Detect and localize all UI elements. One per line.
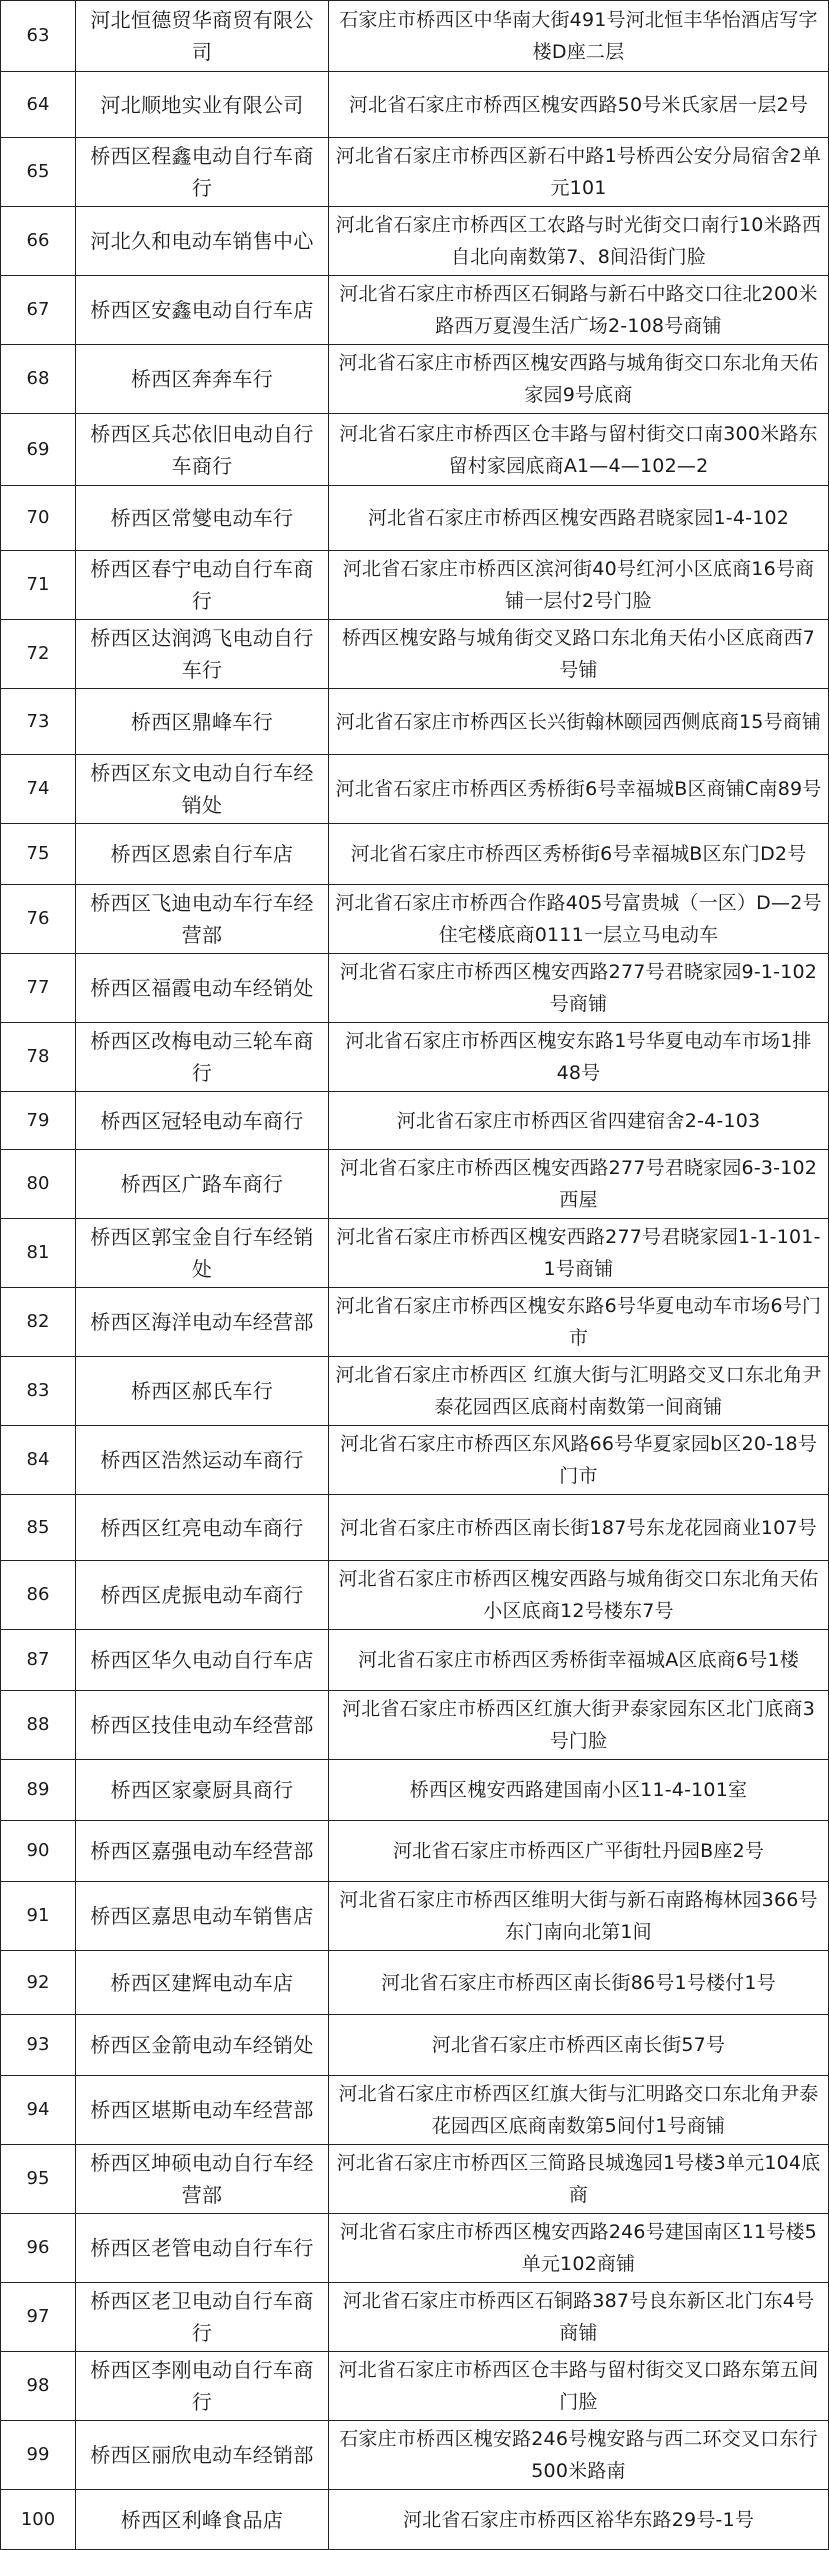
merchant-address: 河北省石家庄市桥西区槐安西路君晓家园1-4-102: [329, 486, 829, 551]
row-number: 73: [1, 689, 76, 755]
merchant-name: 桥西区鼎峰车行: [76, 689, 329, 755]
merchant-name: 河北久和电动车销售中心: [76, 207, 329, 276]
merchant-address: 河北省石家庄市桥西区裕华东路29号-1号: [329, 2490, 829, 2550]
row-number: 78: [1, 1023, 76, 1092]
table-row: [1, 2145, 829, 2214]
merchant-address: 河北省石家庄市桥西区槐安西路277号君晓家园9-1-102号商铺: [329, 954, 829, 1023]
merchant-address: 河北省石家庄市桥西区槐安西路50号米氏家居一层2号: [329, 72, 829, 138]
merchant-name: 桥西区福霞电动车经销处: [76, 954, 329, 1023]
row-number: 82: [1, 1288, 76, 1357]
row-number: 67: [1, 276, 76, 345]
merchant-name: 桥西区老卫电动自行车商行: [76, 2283, 329, 2352]
table-row: [1, 2076, 829, 2145]
row-number: 87: [1, 1630, 76, 1691]
row-number: 88: [1, 1691, 76, 1760]
merchant-address: 河北省石家庄市桥西区省四建宿舍2-4-103: [329, 1092, 829, 1150]
merchant-address: 河北省石家庄市桥西区秀桥街6号幸福城B区商铺C南89号: [329, 755, 829, 824]
merchant-address: 河北省石家庄市桥西区秀桥街6号幸福城B区东门D2号: [329, 824, 829, 885]
table-row: [1, 954, 829, 1023]
merchant-name: 桥西区郭宝金自行车经销处: [76, 1219, 329, 1288]
merchant-name: 桥西区华久电动自行车店: [76, 1630, 329, 1691]
merchant-name: 桥西区达润鸿飞电动自行车行: [76, 620, 329, 689]
merchant-name: 桥西区奔奔车行: [76, 345, 329, 414]
merchant-address: 河北省石家庄市桥西区 红旗大街与汇明路交叉口东北角尹泰花园西区底商村南数第一间商铺: [329, 1357, 829, 1426]
merchant-address: 石家庄市桥西区中华南大街491号河北恒丰华怡酒店写字楼D座二层: [329, 1, 829, 72]
merchant-name: 桥西区红亮电动车商行: [76, 1495, 329, 1561]
row-number: 89: [1, 1760, 76, 1821]
merchant-address: 河北省石家庄市桥西区东风路66号华夏家园b区20-18号门市: [329, 1426, 829, 1495]
merchant-name: 桥西区嘉思电动车销售店: [76, 1882, 329, 1951]
table-row: [1, 1821, 829, 1882]
merchant-name: 桥西区堪斯电动车经营部: [76, 2076, 329, 2145]
row-number: 92: [1, 1951, 76, 2015]
merchant-name: 桥西区安鑫电动自行车店: [76, 276, 329, 345]
table-row: [1, 1219, 829, 1288]
merchant-name: 桥西区虎振电动车商行: [76, 1561, 329, 1630]
merchant-address: 石家庄市桥西区槐安路246号槐安路与西二环交叉口东行500米路南: [329, 2421, 829, 2490]
merchant-name: 桥西区飞迪电动车行车经营部: [76, 885, 329, 954]
merchant-name: 桥西区郝氏车行: [76, 1357, 329, 1426]
merchant-name: 桥西区浩然运动车商行: [76, 1426, 329, 1495]
table-row: [1, 2283, 829, 2352]
merchant-name: 桥西区建辉电动车店: [76, 1951, 329, 2015]
merchant-address: 河北省石家庄市桥西区三简路艮城逸园1号楼3单元104底商: [329, 2145, 829, 2214]
row-number: 96: [1, 2214, 76, 2283]
merchant-address: 河北省石家庄市桥西区广平街牡丹园B座2号: [329, 1821, 829, 1882]
merchant-address: 河北省石家庄市桥西区南长街187号东龙花园商业107号: [329, 1495, 829, 1561]
merchant-name: 桥西区丽欣电动车经销部: [76, 2421, 329, 2490]
table-row: [1, 1357, 829, 1426]
row-number: 98: [1, 2352, 76, 2421]
table-row: [1, 207, 829, 276]
merchant-address: 河北省石家庄市桥西区槐安西路277号君晓家园1-1-101-1号商铺: [329, 1219, 829, 1288]
merchant-name: 桥西区家豪厨具商行: [76, 1760, 329, 1821]
merchant-address: 河北省石家庄市桥西区长兴街翰林颐园西侧底商15号商铺: [329, 689, 829, 755]
merchant-name: 桥西区技佳电动车经营部: [76, 1691, 329, 1760]
merchant-address: 河北省石家庄市桥西区槐安西路与城角街交口东北角天佑小区底商12号楼东7号: [329, 1561, 829, 1630]
table-row: [1, 2421, 829, 2490]
merchant-address: 河北省石家庄市桥西区槐安西路246号建国南区11号楼5单元102商铺: [329, 2214, 829, 2283]
row-number: 90: [1, 1821, 76, 1882]
row-number: 97: [1, 2283, 76, 2352]
row-number: 63: [1, 1, 76, 72]
merchant-name: 桥西区嘉强电动车经营部: [76, 1821, 329, 1882]
merchant-address: 河北省石家庄市桥西区南长街57号: [329, 2015, 829, 2076]
row-number: 83: [1, 1357, 76, 1426]
row-number: 65: [1, 138, 76, 207]
merchant-address: 河北省石家庄市桥西区仓丰路与留村街交叉口路东第五间门脸: [329, 2352, 829, 2421]
row-number: 66: [1, 207, 76, 276]
table-row: [1, 486, 829, 551]
merchant-address: 河北省石家庄市桥西区石铜路387号良东新区北门东4号商铺: [329, 2283, 829, 2352]
merchant-address: 桥西区槐安西路建国南小区11-4-101室: [329, 1760, 829, 1821]
table-row: [1, 2352, 829, 2421]
table-row: [1, 689, 829, 755]
table-row: [1, 551, 829, 620]
table-row: [1, 1023, 829, 1092]
row-number: 99: [1, 2421, 76, 2490]
row-number: 91: [1, 1882, 76, 1951]
table-row: [1, 1630, 829, 1691]
table-row: [1, 1092, 829, 1150]
merchant-name: 桥西区利峰食品店: [76, 2490, 329, 2550]
merchant-address: 河北省石家庄市桥西区槐安东路1号华夏电动车市场1排48号: [329, 1023, 829, 1092]
row-number: 85: [1, 1495, 76, 1561]
merchant-address: 河北省石家庄市桥西区工农路与时光街交口南行10米路西自北向南数第7、8间沿街门脸: [329, 207, 829, 276]
row-number: 94: [1, 2076, 76, 2145]
merchant-name: 河北顺地实业有限公司: [76, 72, 329, 138]
row-number: 68: [1, 345, 76, 414]
merchant-name: 桥西区李刚电动自行车商行: [76, 2352, 329, 2421]
table-row: [1, 138, 829, 207]
table-row: [1, 824, 829, 885]
merchant-name: 桥西区金箭电动车经销处: [76, 2015, 329, 2076]
row-number: 76: [1, 885, 76, 954]
table-row: [1, 345, 829, 414]
row-number: 71: [1, 551, 76, 620]
row-number: 86: [1, 1561, 76, 1630]
row-number: 80: [1, 1150, 76, 1219]
table-row: [1, 1760, 829, 1821]
row-number: 72: [1, 620, 76, 689]
merchant-address: 河北省石家庄市桥西合作路405号富贵城（一区）D—2号住宅楼底商0111一层立马电动车: [329, 885, 829, 954]
merchant-name: 桥西区东文电动自行车经销处: [76, 755, 329, 824]
row-number: 93: [1, 2015, 76, 2076]
table-row: [1, 755, 829, 824]
row-number: 81: [1, 1219, 76, 1288]
merchant-name: 桥西区广路车商行: [76, 1150, 329, 1219]
merchant-name: 桥西区老管电动自行车行: [76, 2214, 329, 2283]
row-number: 69: [1, 414, 76, 486]
merchant-address: 河北省石家庄市桥西区槐安西路与城角街交口东北角天佑家园9号底商: [329, 345, 829, 414]
table-row: [1, 2015, 829, 2076]
merchant-address: 河北省石家庄市桥西区仓丰路与留村街交口南300米路东留村家园底商A1—4—102—2: [329, 414, 829, 486]
row-number: 100: [1, 2490, 76, 2550]
merchant-name: 桥西区冠轻电动车商行: [76, 1092, 329, 1150]
merchant-address: 河北省石家庄市桥西区南长街86号1号楼付1号: [329, 1951, 829, 2015]
table-row: [1, 1951, 829, 2015]
table-row: [1, 2490, 829, 2550]
merchant-address: 河北省石家庄市桥西区石铜路与新石中路交口往北200米路西万夏漫生活广场2-108号商铺: [329, 276, 829, 345]
merchant-address: 河北省石家庄市桥西区槐安东路6号华夏电动车市场6号门市: [329, 1288, 829, 1357]
merchant-address: 河北省石家庄市桥西区红旗大街尹泰家园东区北门底商3号门脸: [329, 1691, 829, 1760]
merchant-address: 河北省石家庄市桥西区滨河街40号红河小区底商16号商铺一层付2号门脸: [329, 551, 829, 620]
table-row: [1, 1882, 829, 1951]
row-number: 64: [1, 72, 76, 138]
table-row: [1, 1561, 829, 1630]
merchant-name: 桥西区坤硕电动自行车经营部: [76, 2145, 329, 2214]
merchant-address: 河北省石家庄市桥西区槐安西路277号君晓家园6-3-102西屋: [329, 1150, 829, 1219]
table-row: [1, 1426, 829, 1495]
merchant-name: 桥西区常燮电动车行: [76, 486, 329, 551]
merchant-table-body: [1, 1, 829, 2550]
merchant-name: 桥西区程鑫电动自行车商行: [76, 138, 329, 207]
merchant-name: 桥西区兵芯依旧电动自行车商行: [76, 414, 329, 486]
table-row: [1, 414, 829, 486]
table-row: [1, 1, 829, 72]
table-row: [1, 1495, 829, 1561]
table-row: [1, 1691, 829, 1760]
row-number: 79: [1, 1092, 76, 1150]
row-number: 84: [1, 1426, 76, 1495]
table-row: [1, 885, 829, 954]
merchant-address: 河北省石家庄市桥西区红旗大街与汇明路交口东北角尹泰花园西区底商南数第5间付1号商铺: [329, 2076, 829, 2145]
merchant-address: 河北省石家庄市桥西区秀桥街幸福城A区底商6号1楼: [329, 1630, 829, 1691]
row-number: 77: [1, 954, 76, 1023]
merchant-name: 桥西区恩索自行车店: [76, 824, 329, 885]
merchant-name: 桥西区海洋电动车经营部: [76, 1288, 329, 1357]
row-number: 70: [1, 486, 76, 551]
merchant-name: 河北恒德贸华商贸有限公司: [76, 1, 329, 72]
merchant-name: 桥西区改梅电动三轮车商行: [76, 1023, 329, 1092]
merchant-address: 河北省石家庄市桥西区新石中路1号桥西公安分局宿舍2单元101: [329, 138, 829, 207]
merchant-address: 桥西区槐安路与城角街交叉路口东北角天佑小区底商西7号铺: [329, 620, 829, 689]
row-number: 74: [1, 755, 76, 824]
table-row: [1, 1288, 829, 1357]
table-row: [1, 620, 829, 689]
merchant-name: 桥西区春宁电动自行车商行: [76, 551, 329, 620]
table-row: [1, 2214, 829, 2283]
table-row: [1, 1150, 829, 1219]
row-number: 95: [1, 2145, 76, 2214]
table-row: [1, 276, 829, 345]
row-number: 75: [1, 824, 76, 885]
table-row: [1, 72, 829, 138]
merchant-address: 河北省石家庄市桥西区维明大街与新石南路梅林园366号东门南向北第1间: [329, 1882, 829, 1951]
